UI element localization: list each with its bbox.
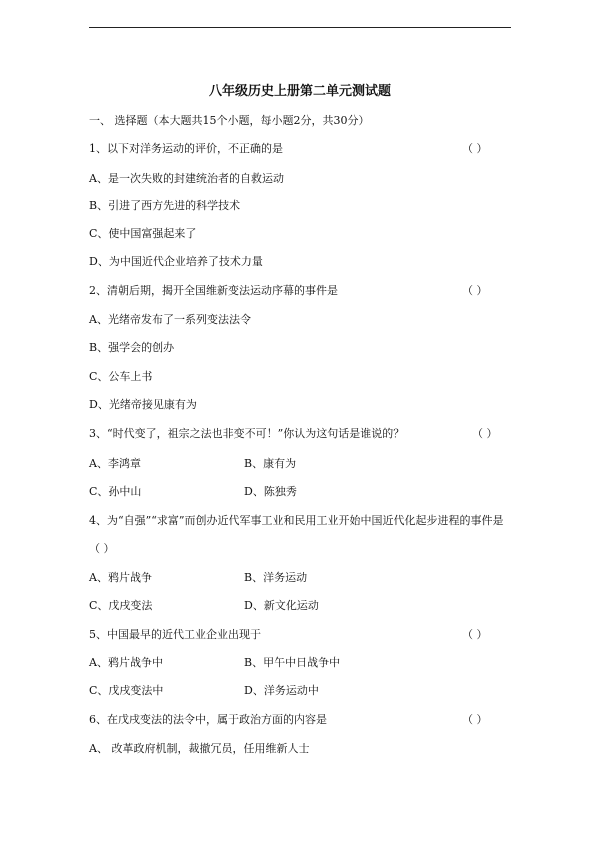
question-1-option-a: A、是一次失败的封建统治者的自救运动 xyxy=(89,172,284,185)
question-5-option-a: A、鸦片战争中 xyxy=(89,656,163,669)
question-5-option-c: C、戊戌变法中 xyxy=(89,684,164,697)
question-1-answer-blank: （ ） xyxy=(462,142,488,155)
question-1-option-b: B、引进了西方先进的科学技术 xyxy=(89,199,241,212)
question-3-option-c: C、孙中山 xyxy=(89,485,142,498)
question-5-stem: 5、中国最早的近代工业企业出现于 xyxy=(89,628,261,641)
question-4-option-b: B、洋务运动 xyxy=(244,571,308,584)
question-6-answer-blank: （ ） xyxy=(462,713,488,726)
question-5-answer-blank: （ ） xyxy=(462,628,488,641)
question-4-option-a: A、鸦片战争 xyxy=(89,571,152,584)
question-3-answer-blank: （ ） xyxy=(472,427,498,440)
question-3-option-d: D、陈独秀 xyxy=(244,485,297,498)
question-2-option-a: A、光绪帝发布了一系列变法法令 xyxy=(89,313,251,326)
question-1-option-d: D、为中国近代企业培养了技术力量 xyxy=(89,255,263,268)
question-2-answer-blank: （ ） xyxy=(462,284,488,297)
question-4-stem: 4、为“自强”“求富”而创办近代军事工业和民用工业开始中国近代化起步进程的事件是 xyxy=(89,514,504,527)
section-heading: 一、 选择题（本大题共15个小题，每小题2分，共30分） xyxy=(89,114,370,127)
question-2-option-c: C、公车上书 xyxy=(89,370,153,383)
question-4-answer-blank: （ ） xyxy=(89,542,115,555)
question-1-stem: 1、以下对洋务运动的评价，不正确的是 xyxy=(89,142,283,155)
question-4-option-d: D、新文化运动 xyxy=(244,599,319,612)
question-3-stem: 3、“时代变了，祖宗之法也非变不可！”你认为这句话是谁说的？ xyxy=(89,427,405,440)
question-2-stem: 2、清朝后期，揭开全国维新变法运动序幕的事件是 xyxy=(89,284,338,297)
page-title: 八年级历史上册第二单元测试题 xyxy=(208,84,391,99)
question-5-option-b: B、甲午中日战争中 xyxy=(244,656,341,669)
question-1-option-c: C、使中国富强起来了 xyxy=(89,227,197,240)
question-2-option-b: B、强学会的创办 xyxy=(89,341,175,354)
question-4-option-c: C、戊戌变法 xyxy=(89,599,153,612)
question-3-option-b: B、康有为 xyxy=(244,457,297,470)
question-5-option-d: D、洋务运动中 xyxy=(244,684,319,697)
question-2-option-d: D、光绪帝接见康有为 xyxy=(89,398,197,411)
question-3-option-a: A、李鸿章 xyxy=(89,457,141,470)
question-6-stem: 6、在戊戌变法的法令中，属于政治方面的内容是 xyxy=(89,713,327,726)
question-6-option-a: A、 改革政府机制，裁撤冗员，任用维新人士 xyxy=(89,742,310,755)
header-rule xyxy=(89,27,511,28)
